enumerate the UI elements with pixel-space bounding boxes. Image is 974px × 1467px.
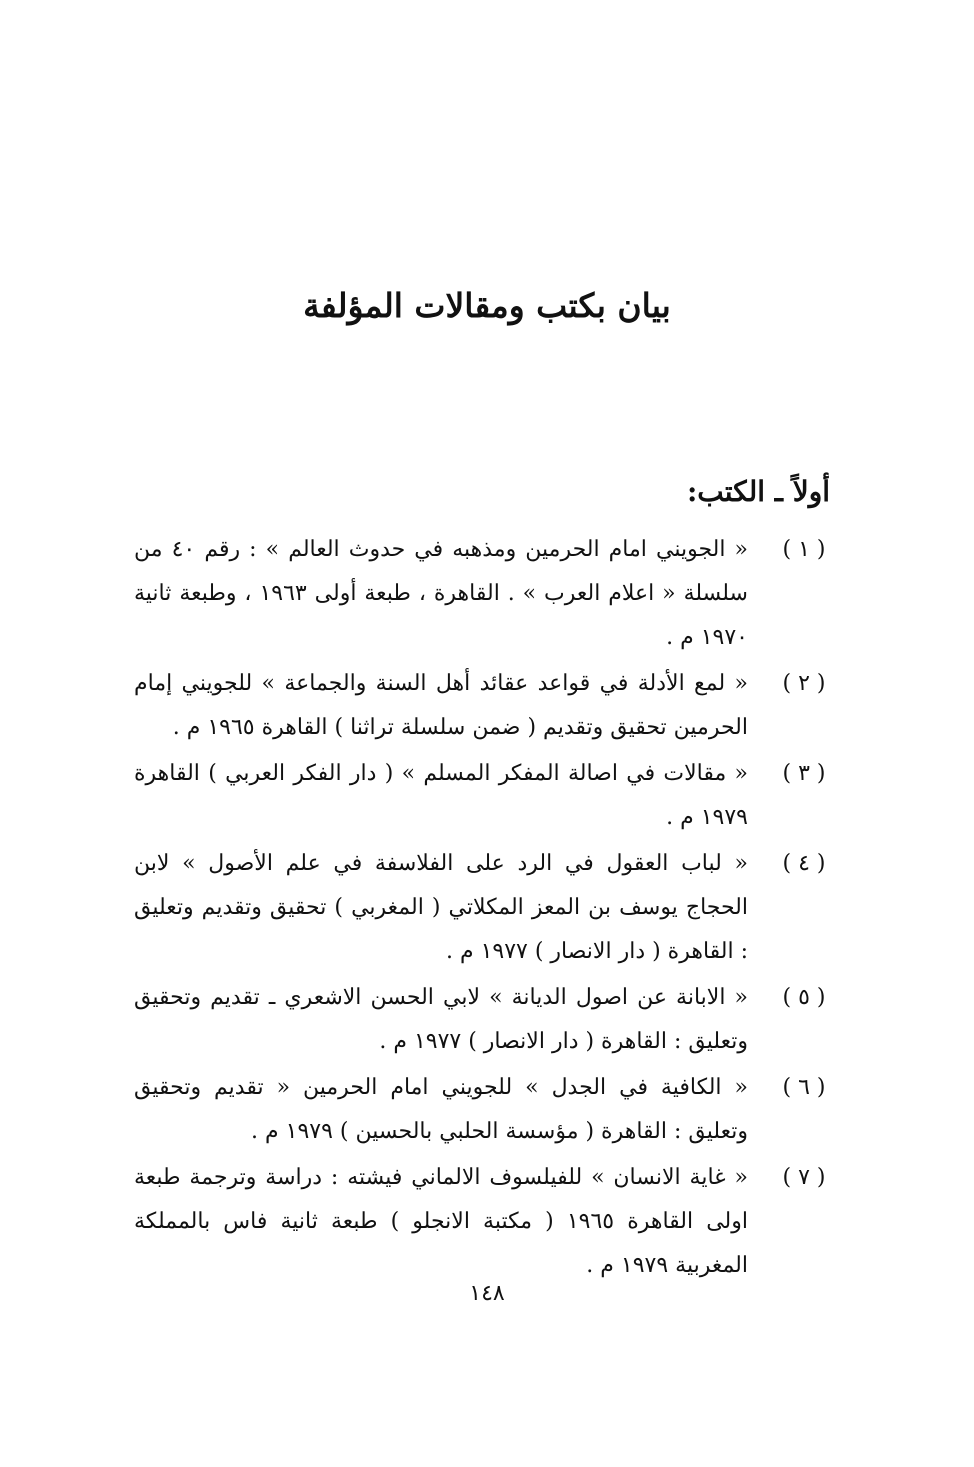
- section-heading-books: أولاً ـ الكتب:: [686, 475, 830, 508]
- list-item: [134, 976, 834, 1064]
- entry-text: « لمع الأدلة في قواعد عقائد أهل السنة والجماعة » للجويني إمام الحرمين تحقيق وتقديم ( ضمن سلسلة تراثنا ) القاهرة ١٩٦٥ م .: [134, 671, 748, 740]
- entry-text: « الابانة عن اصول الديانة » لابي الحسن الاشعري ـ تقديم وتحقيق وتعليق : القاهرة ( دار الانصار ) ١٩٧٧ م .: [134, 985, 748, 1054]
- entry-text: « لباب العقول في الرد على الفلاسفة في علم الأصول » لابن الحجاج يوسف بن المعز المكلاتي ( المغربي ) تحقيق وتقديم وتعليق : القاهرة ( دار الانصار ) ١٩٧٧ م .: [134, 851, 748, 964]
- list-item: [134, 528, 834, 660]
- entry-number: ( ٣ ): [782, 761, 826, 786]
- books-list: [134, 528, 834, 1290]
- entry-text: « مقالات في اصالة المفكر المسلم » ( دار الفكر العربي ) القاهرة ١٩٧٩ م .: [134, 761, 748, 830]
- list-item: [134, 1156, 834, 1288]
- page-title: بيان بكتب ومقالات المؤلفة: [303, 286, 671, 325]
- entry-text: « الجويني امام الحرمين ومذهبه في حدوث العالم » : رقم ٤٠ من سلسلة « اعلام العرب » . القاهرة ، طبعة أولى ١٩٦٣ ، وطبعة ثانية ١٩٧٠ م .: [134, 537, 748, 650]
- list-item: [134, 1066, 834, 1154]
- list-item: [134, 752, 834, 840]
- entry-number: ( ٧ ): [782, 1165, 826, 1190]
- entry-number: ( ٥ ): [782, 985, 826, 1010]
- page-number: ١٤٨: [469, 1281, 505, 1306]
- entry-number: ( ٦ ): [782, 1075, 826, 1100]
- entry-number: ( ١ ): [782, 537, 826, 562]
- list-item: [134, 842, 834, 974]
- entry-number: ( ٢ ): [782, 671, 826, 696]
- list-item: [134, 662, 834, 750]
- entry-number: ( ٤ ): [782, 851, 826, 876]
- entry-text: « الكافية في الجدل » للجويني امام الحرمين « تقديم وتحقيق وتعليق : القاهرة ( مؤسسة الحلبي بالحسين ) ١٩٧٩ م .: [134, 1075, 748, 1144]
- entry-text: « غاية الانسان » للفيلسوف الالماني فيشته : دراسة وترجمة طبعة اولى القاهرة ١٩٦٥ ( مكتبة الانجلو ) طبعة ثانية فاس بالمملكة المغربية ١٩٧٩ م .: [134, 1165, 748, 1278]
